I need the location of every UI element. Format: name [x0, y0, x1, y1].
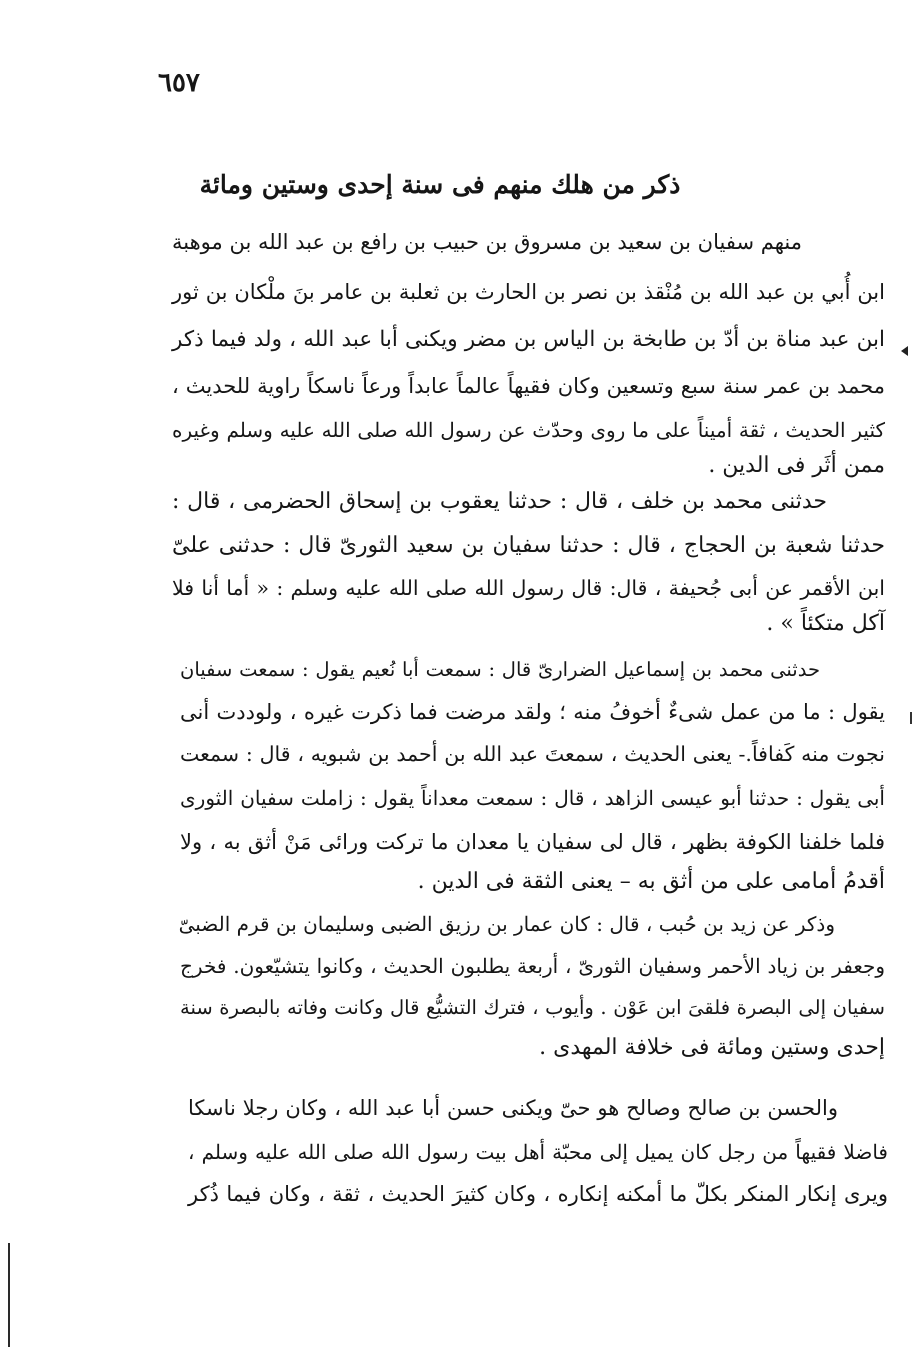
- text-line: فاضلا فقيهاً من رجل كان يميل إلى محبّة أهل بيت رسول الله صلى الله عليه وسلم ،: [188, 1140, 888, 1164]
- margin-arrow-mark: [901, 346, 908, 356]
- text-line: فلما خلفنا الكوفة بظهر ، قال لى سفيان يا معدان ما تركت ورائى مَنْ أثق به ، ولا: [180, 830, 885, 854]
- text-line: محمد بن عمر سنة سبع وتسعين وكان فقيهاً عالماً عابداً ورعاً ناسكاً راوية للحديث ،: [172, 374, 885, 398]
- text-line: ابن أُبي بن عبد الله بن مُنْقذ بن نصر بن الحارث بن ثعلبة بن عامر بنَ ملْكان بن ثور: [172, 280, 885, 304]
- text-line: ممن أثَر فى الدين .: [708, 453, 885, 478]
- text-line: وجعفر بن زياد الأحمر وسفيان الثورىّ ، أربعة يطلبون الحديث ، وكانوا يتشيّعون. فخرج: [180, 954, 885, 978]
- text-line: آكل متكئاً » .: [766, 611, 885, 636]
- text-line: أقدمُ أمامى على من أثق به – يعنى الثقة فى الدين .: [417, 869, 885, 894]
- text-line: ابن الأقمر عن أبى جُحيفة ، قال: قال رسول الله صلى الله عليه وسلم : « أما أنا فلا: [172, 576, 885, 600]
- text-line: كثير الحديث ، ثقة أميناً على ما روى وحدّث عن رسول الله صلى الله عليه وسلم وغيره: [172, 418, 885, 442]
- gutter-rule: [8, 1243, 10, 1347]
- text-line: إحدى وستين ومائة فى خلافة المهدى .: [539, 1035, 885, 1060]
- text-line: وذكر عن زيد بن حُبب ، قال : كان عمار بن رزيق الضبى وسليمان بن قرم الضبىّ: [178, 912, 835, 936]
- text-line: نجوت منه كَفافاً.- يعنى الحديث ، سمعتَ عبد الله بن أحمد بن شبويه ، قال : سمعت: [180, 742, 885, 766]
- text-line: حدثنى محمد بن خلف ، قال : حدثنا يعقوب بن إسحاق الحضرمى ، قال :: [172, 489, 827, 514]
- text-line: حدثنى محمد بن إسماعيل الضرارىّ قال : سمعت أبا نُعيم يقول : سمعت سفيان: [180, 658, 820, 681]
- margin-tick-mark: [910, 712, 912, 724]
- text-line: سفيان إلى البصرة فلقىَ ابن عَوْن . وأيوب ، فترك التشيُّع قال وكانت وفاته بالبصرة سنة: [180, 996, 885, 1019]
- page-number: ٦٥٧: [158, 68, 200, 98]
- section-heading: ذكر من هلك منهم فى سنة إحدى وستين ومائة: [199, 170, 681, 199]
- text-line: أبى يقول : حدثنا أبو عيسى الزاهد ، قال : سمعت معداناً يقول : زاملت سفيان الثورى: [180, 786, 885, 810]
- text-line: ويرى إنكار المنكر بكلّ ما أمكنه إنكاره ، وكان كثيرَ الحديث ، ثقة ، وكان فيما ذُكر: [188, 1182, 888, 1206]
- text-line: والحسن بن صالح وصالح هو حىّ ويكنى حسن أبا عبد الله ، وكان رجلا ناسكا: [188, 1096, 838, 1120]
- text-line: ابن عبد مناة بن أدّ بن طابخة بن الياس بن مضر ويكنى أبا عبد الله ، ولد فيما ذكر: [172, 327, 885, 352]
- text-line: يقول : ما من عمل شىءٌ أخوفُ منه ؛ ولقد مرضت فما ذكرت غيره ، ولوددت أنى: [180, 700, 885, 724]
- text-line: حدثنا شعبة بن الحجاج ، قال : حدثنا سفيان بن سعيد الثورىّ قال : حدثنى علىّ: [172, 533, 885, 558]
- text-line: منهم سفيان بن سعيد بن مسروق بن حبيب بن رافع بن عبد الله بن موهبة: [172, 230, 802, 254]
